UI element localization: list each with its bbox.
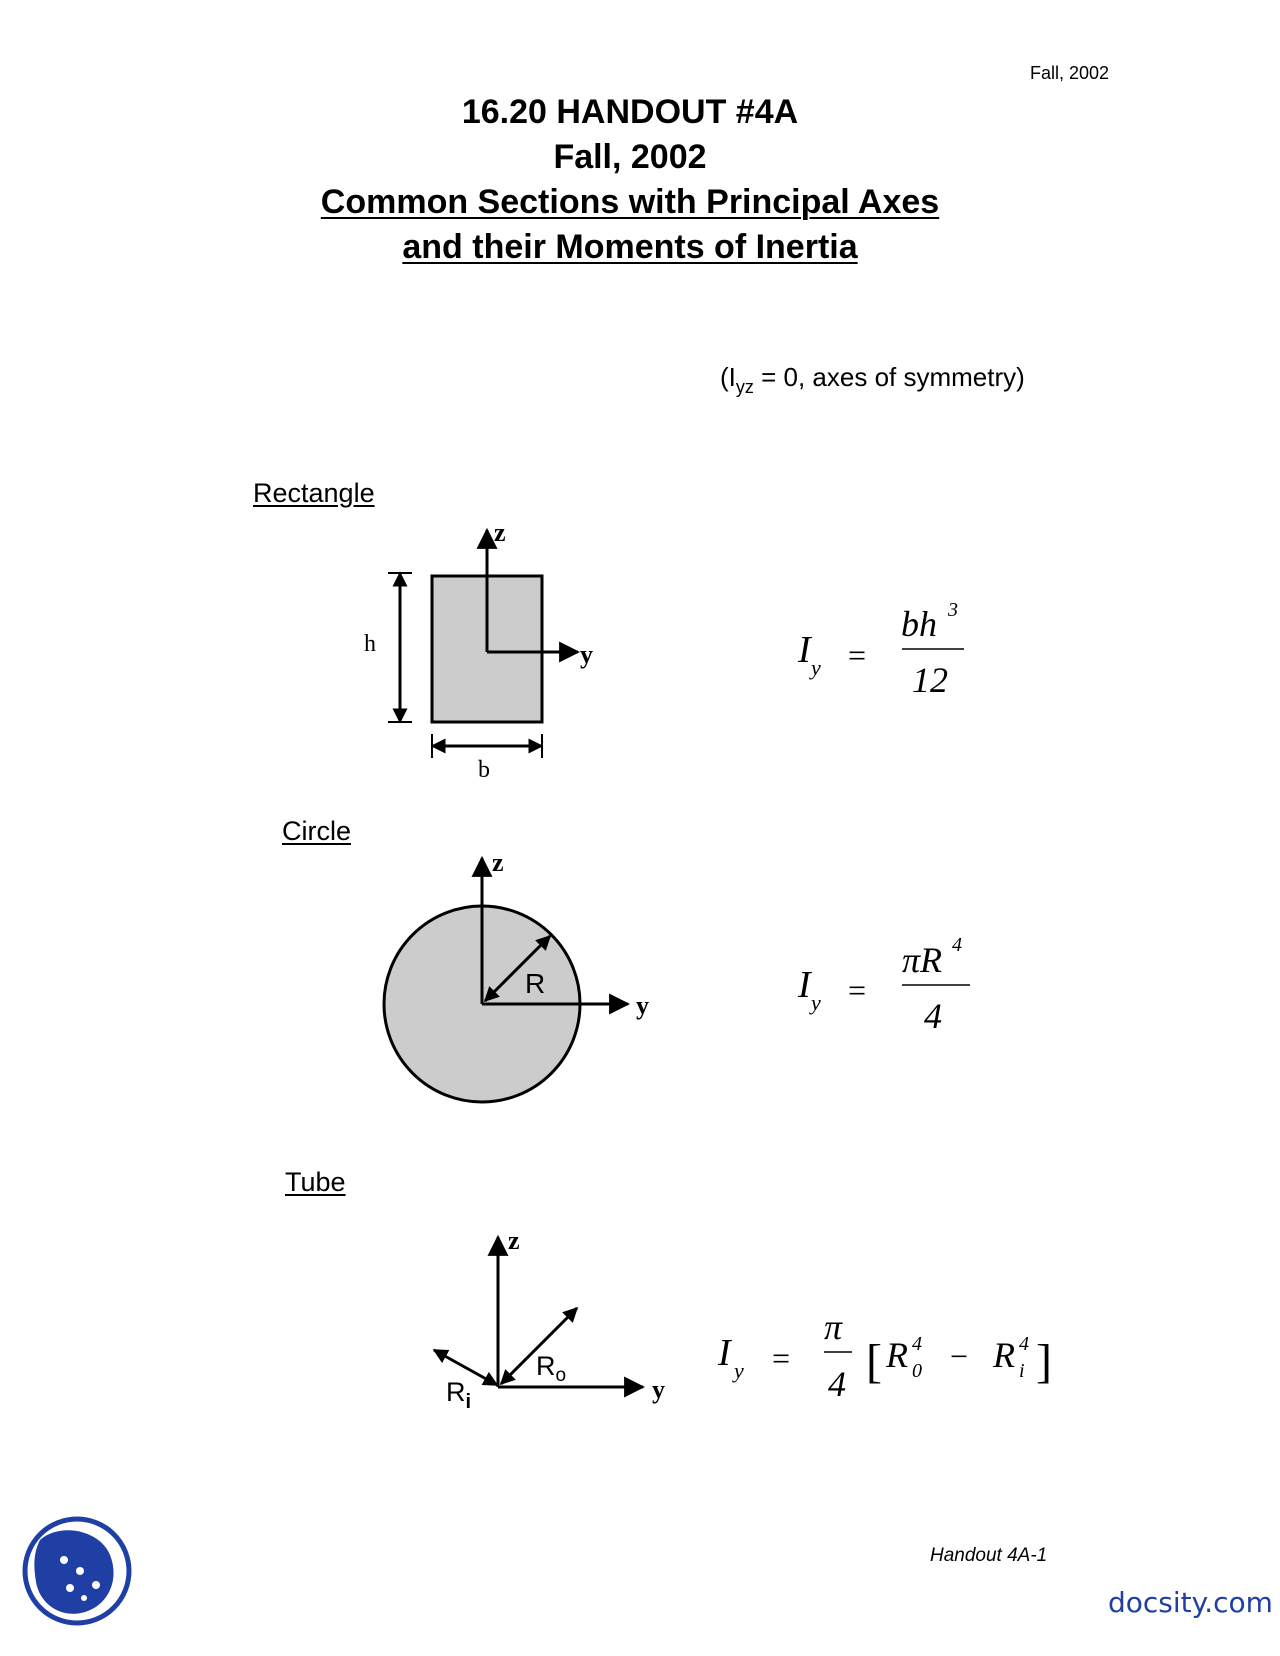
svg-text:π: π xyxy=(824,1307,843,1347)
tube-z-label: z xyxy=(508,1226,520,1255)
symmetry-note: ($I_{yz} = 0$, axes of symmetry) xyxy=(720,362,1025,397)
circle-z-label: z xyxy=(492,848,504,877)
tube-y-label: y xyxy=(652,1375,665,1404)
rect-b-label: b xyxy=(478,757,490,783)
title-line-2: Fall, 2002 xyxy=(553,138,707,176)
title-line-4: and their Moments of Inertia xyxy=(402,228,858,266)
tube-ri-label: $R_i$ xyxy=(446,1377,472,1413)
circle-r-label: R xyxy=(525,968,546,999)
note-subscript: yz xyxy=(735,377,754,397)
svg-text:]: ] xyxy=(1036,1335,1052,1388)
rectangle-label: Rectangle xyxy=(253,478,375,508)
circle-y-label: y xyxy=(636,991,649,1020)
svg-text:I: I xyxy=(718,1332,731,1374)
svg-text:R: R xyxy=(886,1335,908,1375)
docsity-logo-icon xyxy=(25,1519,129,1623)
svg-text:y: y xyxy=(811,655,821,680)
svg-text:[: [ xyxy=(866,1335,882,1388)
tube-ro-label: $R_o$ xyxy=(536,1351,567,1386)
circle-label: Circle xyxy=(282,816,352,846)
svg-text:y: y xyxy=(734,1358,744,1383)
tube-formula xyxy=(717,1307,1052,1404)
svg-text:−: − xyxy=(950,1338,969,1374)
circle-formula xyxy=(797,934,970,1036)
svg-text:4: 4 xyxy=(1019,1333,1029,1355)
svg-text:bh: bh xyxy=(901,604,937,644)
rect-y-label: y xyxy=(580,640,593,669)
svg-text:πR: πR xyxy=(902,940,943,980)
svg-text:i: i xyxy=(1019,1360,1025,1382)
tube-inner-radius xyxy=(434,1350,497,1385)
svg-text:4: 4 xyxy=(912,1333,922,1355)
rectangle-diagram xyxy=(364,518,593,783)
svg-text:4: 4 xyxy=(924,996,942,1036)
rect-h-label: h xyxy=(364,631,376,657)
circle-diagram xyxy=(384,848,649,1102)
title-line-1: 16.20 HANDOUT #4A xyxy=(461,93,799,131)
svg-text:I: I xyxy=(798,629,811,671)
page-footer: Handout 4A-1 xyxy=(930,1545,1048,1566)
title-line-3: Common Sections with Principal Axes xyxy=(320,183,940,221)
svg-text:4: 4 xyxy=(952,934,962,956)
tube-diagram xyxy=(434,1226,665,1413)
svg-text:y: y xyxy=(811,990,821,1015)
svg-text:0: 0 xyxy=(912,1360,922,1382)
tube-label: Tube xyxy=(285,1167,346,1197)
rect-z-label: z xyxy=(494,518,506,547)
svg-text:12: 12 xyxy=(912,660,948,700)
svg-text:=: = xyxy=(848,972,867,1008)
svg-text:3: 3 xyxy=(948,599,958,621)
svg-text:R: R xyxy=(993,1335,1015,1375)
brand-link[interactable]: docsity.com xyxy=(1108,1586,1273,1619)
header-date: Fall, 2002 xyxy=(1030,63,1110,83)
svg-text:=: = xyxy=(772,1340,791,1376)
svg-text:4: 4 xyxy=(828,1364,846,1404)
svg-text:=: = xyxy=(848,637,867,673)
svg-text:I: I xyxy=(798,964,811,1006)
rectangle-formula xyxy=(797,599,964,700)
